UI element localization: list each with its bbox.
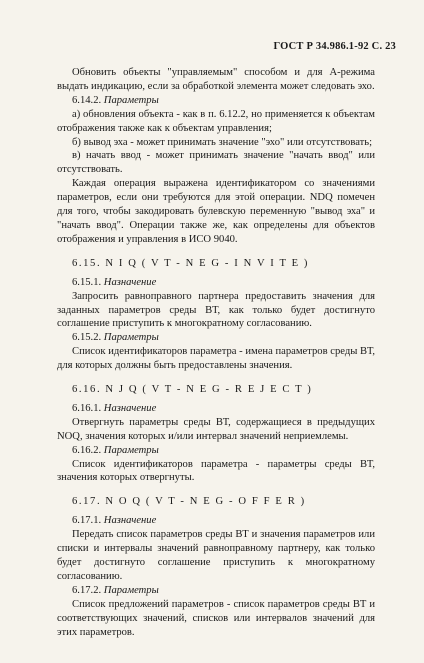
subsection-number: 6.17.2. [72,584,102,596]
subsection-number: 6.15.1. [72,276,102,288]
subsection-number: 6.16.2. [72,444,102,456]
intro-paragraph: Обновить объекты "управляемым" способом и для А-режима выдать индикацию, если за обработкой элемента может следовать эхо. [57,67,375,92]
subsection-6-17-2-heading [57,584,375,598]
list-item-b: б) вывод эха - может принимать значение "эхо" или отсутствовать; [72,136,373,148]
page-content [57,66,375,639]
section-6-15-heading: 6.15. N I Q ( V T - N E G - I N V I T E ) [72,257,310,269]
subsection-6-17-1-heading [57,514,375,528]
subsection-number: 6.17.1. [72,515,102,527]
section-6-15-purpose-text: Запросить равноправного партнера предоставить значения для заданных параметров среды ВТ, как только будет достигнуто соглашение приступить к многократному согласованию. [57,290,375,330]
subsection-6-15-1-heading [57,276,375,290]
subsection-6-16-2-heading [57,444,375,458]
subsection-number: 6.15.2. [72,332,102,344]
section-6-16-purpose-text: Отвергнуть параметры среды ВТ, содержащиеся в предыдущих NOQ, значения которых и/или интервал значений неприемлемы. [57,416,375,442]
subsection-6-14-2-heading [57,94,375,108]
subsection-number: 6.14.2. [72,94,102,106]
subsection-title: Назначение [103,276,157,288]
subsection-title: Параметры [103,332,159,344]
list-item-a: а) обновления объекта - как в п. 6.12.2, но применяется к объектам отображения также как к объектам управления; [57,108,375,134]
subsection-title: Параметры [103,444,159,456]
subsection-number: 6.16.1. [72,402,102,414]
section-6-17-params-text: Список предложений параметров - список параметров среды ВТ и соответствующих значений, списков или интервалов значений для этих параметров. [57,598,375,638]
subsection-6-15-2-heading [57,331,375,345]
subsection-title: Назначение [103,515,157,527]
subsection-title: Параметры [103,94,159,106]
page-header: ГОСТ Р 34.986.1-92 С. 23 [273,41,396,52]
section-6-17-purpose-text: Передать список параметров среды ВТ и значения параметров или списки и интервалы значений равноправному партнеру, как только будет достигнуто соглашение приступить к многократному согласованию. [57,529,375,582]
subsection-title: Параметры [103,584,159,596]
section-6-17-heading: 6.17. N O Q ( V T - N E G - O F F E R ) [72,496,306,508]
subsection-title: Назначение [103,402,157,414]
section-6-16-heading: 6.16. N J Q ( V T - N E G - R E J E C T ) [72,384,313,396]
subsection-6-16-1-heading [57,402,375,416]
section-6-16-params-text: Список идентификаторов параметра - параметры среды ВТ, значения которых отвергнуты. [57,458,375,484]
operations-paragraph: Каждая операция выражена идентификатором со значениями параметров, если они требуются для этой операции. NDQ помечен для того, чтобы закодировать булевскую переменную "вывод эха" и "начать ввод". Операции также же, как определены для объектов отображения и управления в ИСО 9040. [57,178,375,245]
section-6-15-params-text: Список идентификаторов параметра - имена параметров среды ВТ, для которых должны быть предоставлены значения. [57,346,375,372]
list-item-c: в) начать ввод - может принимать значение "начать ввод" или отсутствовать. [57,150,375,176]
